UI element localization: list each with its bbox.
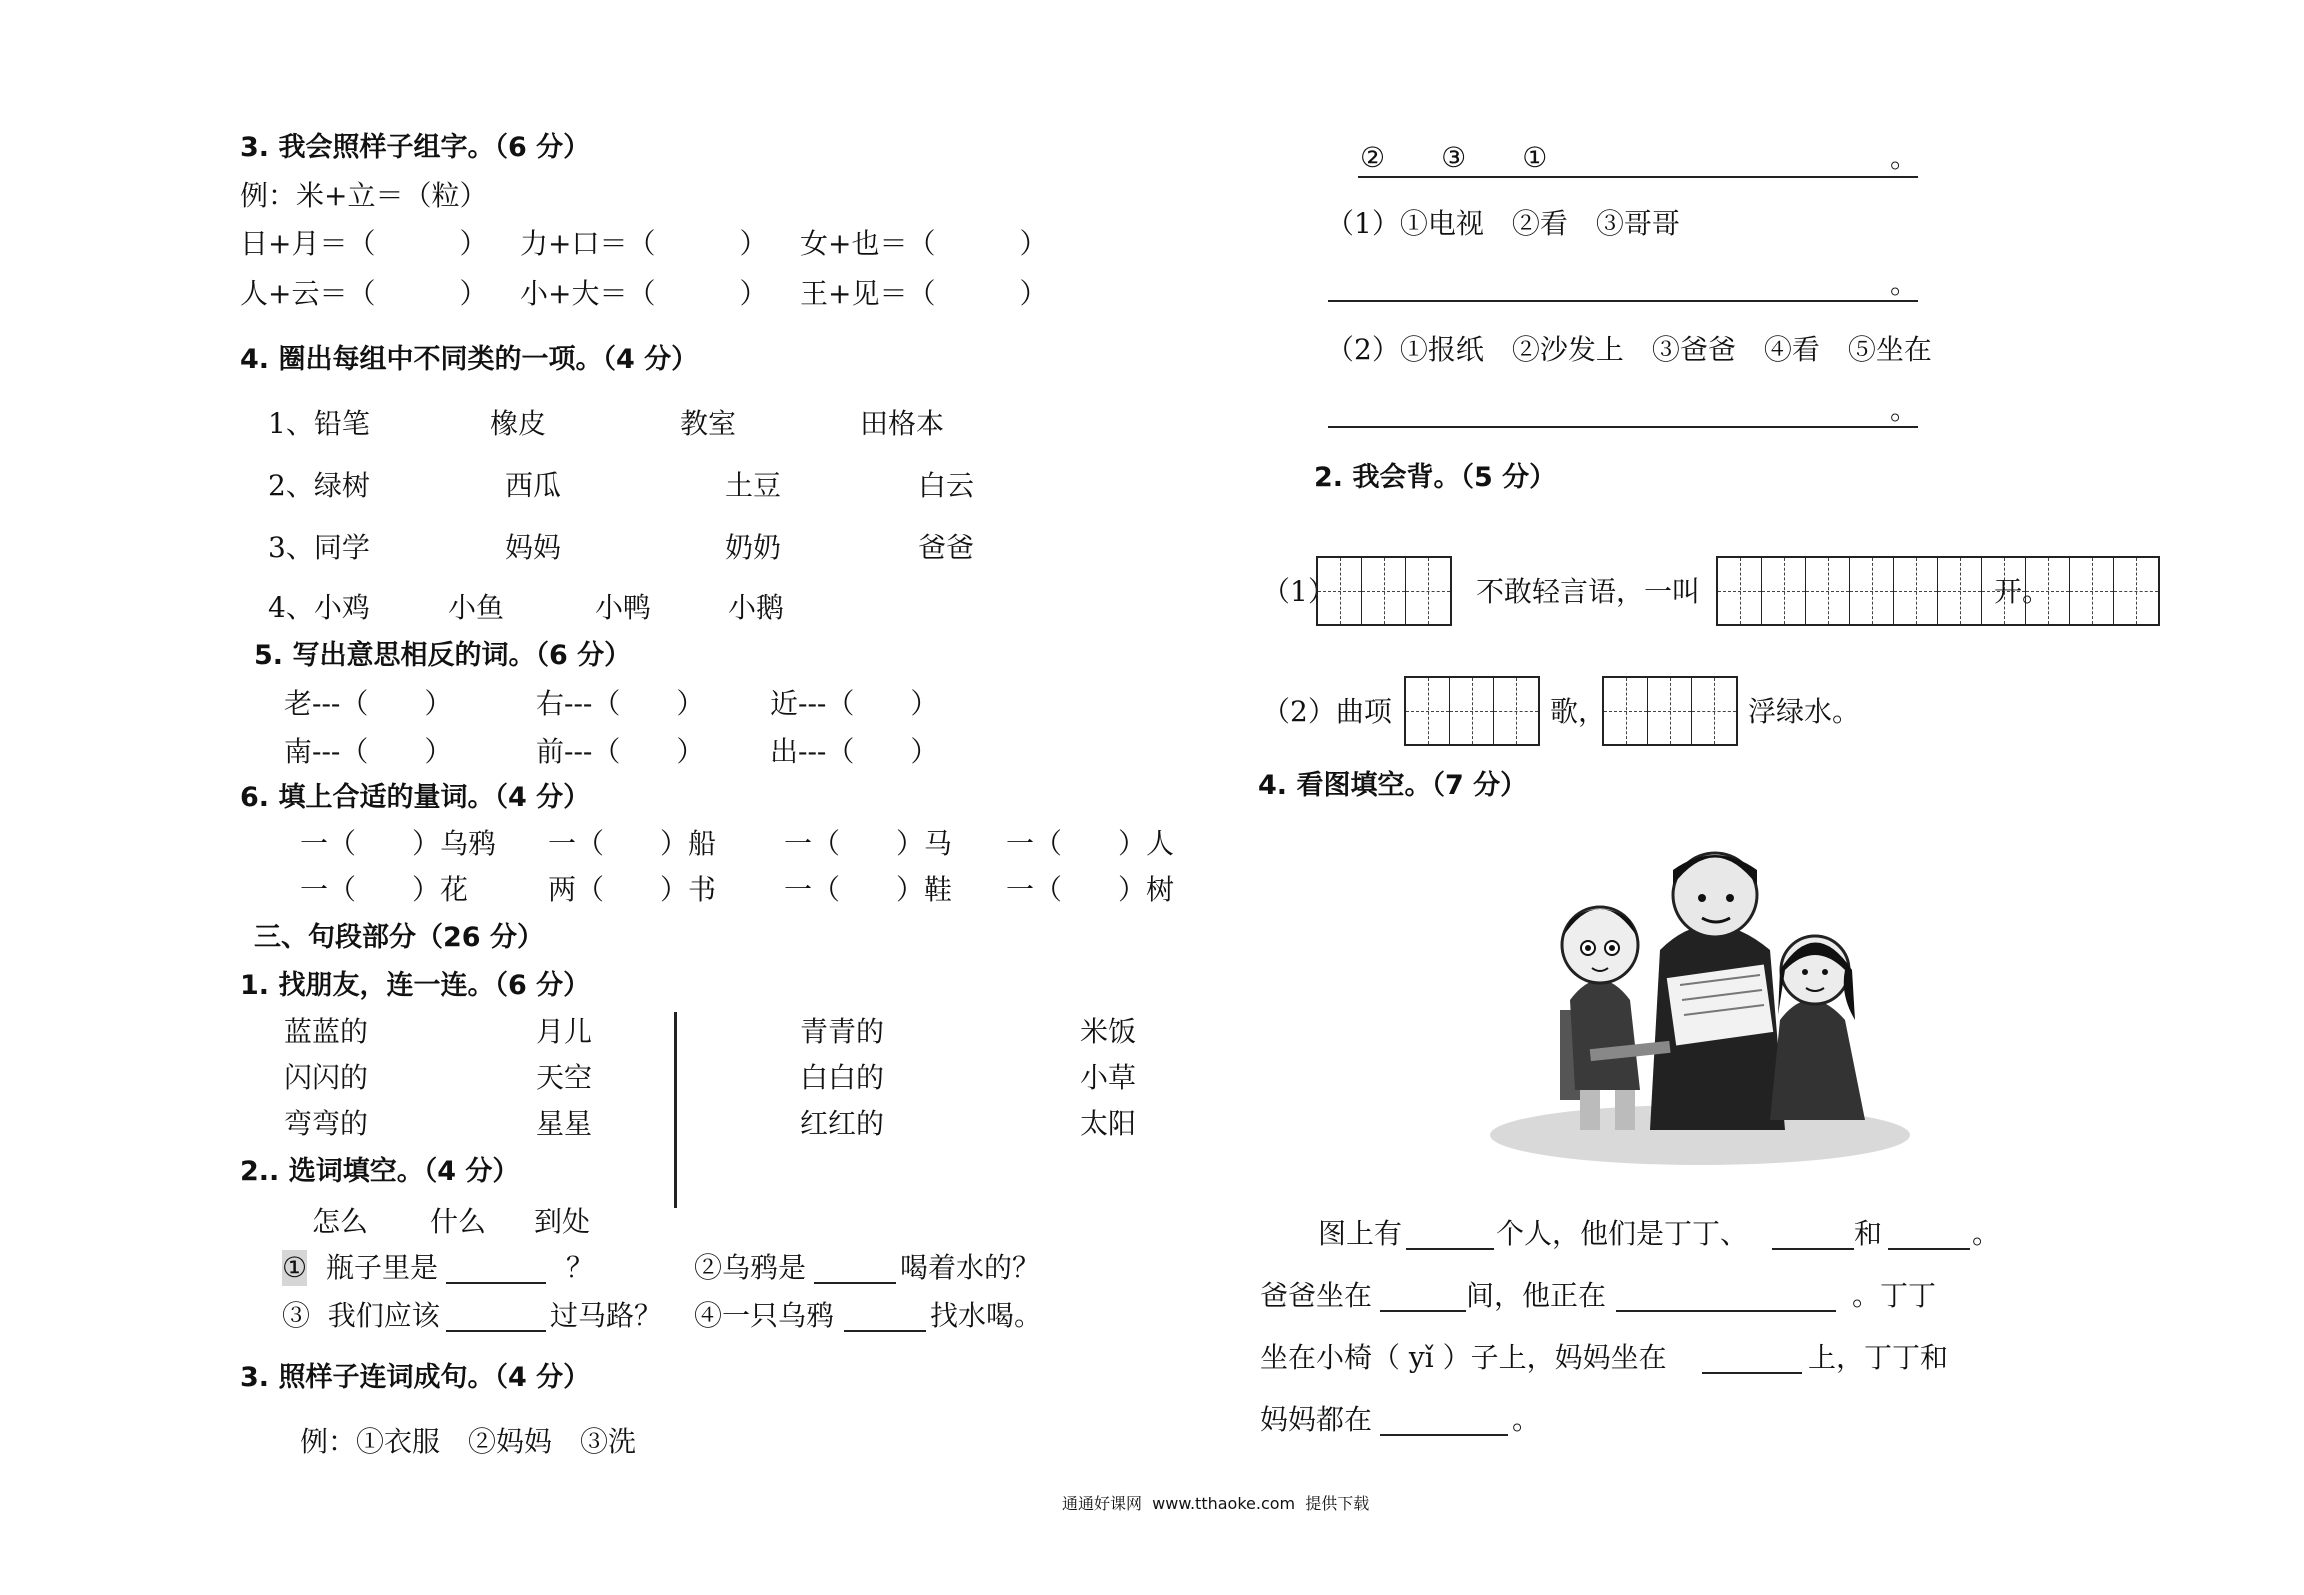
footer-credit: 通通好课网 www.tthaoke.com 提供下载 [1062,1494,1370,1513]
pic-line2-a: 爸爸坐在 [1260,1279,1373,1312]
order-item2: （2）①报纸 ②沙发上 ③爸爸 ④看 ⑤坐在 [1326,333,1932,366]
char-grid[interactable] [1316,556,1452,626]
pic-line4-a: 妈妈都在 [1260,1403,1373,1436]
blank-line[interactable] [844,1330,926,1332]
q4-word: 妈妈 [505,531,562,564]
match-right-word: 天空 [536,1061,593,1094]
s1-title: 1. 找朋友，连一连。（6 分） [240,970,591,1001]
blank-line[interactable] [1616,1310,1836,1312]
s2-word: 什么 [430,1205,487,1238]
q4-word: 1、铅笔 [268,407,370,440]
divider-line [674,1012,677,1208]
q4-word: 爸爸 [918,531,975,564]
char-grid[interactable] [1602,676,1738,746]
q3-item: 力+口＝（ ） [520,227,768,260]
q4-word: 小鹅 [728,591,785,624]
q6-title: 6. 填上合适的量词。（4 分） [240,782,591,813]
grid-cell[interactable] [1692,678,1736,744]
grid-cell[interactable] [1850,558,1894,624]
match-left-word: 弯弯的 [284,1107,369,1140]
match-right-word: 太阳 [1080,1107,1137,1140]
q4-word: 橡皮 [490,407,547,440]
q6-item: 一（ ）乌鸦 [300,827,497,860]
match-left-word: 红红的 [800,1107,885,1140]
q3-item: 王+见＝（ ） [800,277,1048,310]
q4-word: 小鱼 [448,591,505,624]
q6-item: 两（ ）书 [548,873,717,906]
order-item1: （1）①电视 ②看 ③哥哥 [1326,207,1680,240]
pic-line2-b: 间，他正在 [1466,1279,1607,1312]
blank-line[interactable] [446,1330,546,1332]
s2-item2-text: ②乌鸦是 [694,1251,807,1284]
q5-item: 前---（ ） [536,735,705,768]
pic-line1-c: 和 [1854,1217,1883,1250]
s2-word: 怎么 [312,1205,369,1238]
match-left-word: 青青的 [800,1015,885,1048]
blank-line[interactable] [1406,1248,1494,1250]
match-right-word: 小草 [1080,1061,1137,1094]
q4-word: 3、同学 [268,531,370,564]
q3-example: 例：米+立＝（粒） [240,179,488,212]
grid-cell[interactable] [1648,678,1692,744]
blank-line[interactable] [1772,1248,1854,1250]
match-right-word: 星星 [536,1107,593,1140]
pic-line4-b: 。 [1512,1403,1541,1436]
grid-cell[interactable] [1494,678,1538,744]
q4-word: 西瓜 [505,469,562,502]
q3-title: 3. 我会照样子组字。（6 分） [240,132,591,163]
q5-title: 5. 写出意思相反的词。（6 分） [254,640,632,671]
grid-cell[interactable] [1406,678,1450,744]
q6-item: 一（ ）树 [1006,873,1175,906]
pic-line1-a: 图上有 [1318,1217,1403,1250]
q3-item: 小+大＝（ ） [520,277,768,310]
match-left-word: 白白的 [800,1061,885,1094]
recite-line2-text: 歌， [1550,695,1607,728]
grid-cell[interactable] [1450,678,1494,744]
recite-title: 2. 我会背。（5 分） [1314,462,1557,493]
order-item2-end: 。 [1890,393,1919,426]
match-left-word: 蓝蓝的 [284,1015,369,1048]
s2-item2-end: 喝着水的？ [900,1251,1041,1284]
q4-word: 小鸭 [595,591,652,624]
answer-end: 。 [1890,141,1919,174]
s2-title: 2.. 选词填空。（4 分） [240,1156,520,1187]
blank-line[interactable] [1380,1434,1508,1436]
s2-word: 到处 [534,1205,591,1238]
q6-item: 一（ ）人 [1006,827,1175,860]
q5-item: 右---（ ） [536,687,705,720]
s3-title: 3. 照样子连词成句。（4 分） [240,1362,591,1393]
match-right-word: 月儿 [536,1015,593,1048]
q4-title: 4. 圈出每组中不同类的一项。（4 分） [240,344,699,375]
grid-cell[interactable] [1318,558,1362,624]
q4-word: 2、绿树 [268,469,370,502]
blank-line[interactable] [814,1282,896,1284]
grid-cell[interactable] [1762,558,1806,624]
s2-item1-text: 瓶子里是 [326,1251,439,1284]
q5-item: 近---（ ） [770,687,939,720]
grid-cell[interactable] [1806,558,1850,624]
recite-line1-end: 开。 [1994,575,2051,608]
grid-cell[interactable] [1362,558,1406,624]
answer-line[interactable] [1358,176,1918,178]
char-grid[interactable] [1716,556,2160,626]
s2-item3-end: 过马路？ [550,1299,663,1332]
answer-order: ② ③ ① [1360,141,1548,174]
s2-item4-text: ④一只乌鸦 [694,1299,835,1332]
recite-line1-label: （1） [1262,575,1336,608]
grid-cell[interactable] [1406,558,1450,624]
blank-line[interactable] [446,1282,546,1284]
order-item1-end: 。 [1890,267,1919,300]
picture-title: 4. 看图填空。（7 分） [1258,770,1528,801]
char-grid[interactable] [1404,676,1540,746]
q4-word: 田格本 [860,407,945,440]
answer-line[interactable] [1328,426,1918,428]
q4-word: 4、小鸡 [268,591,370,624]
pic-line1-b: 个人，他们是丁丁、 [1496,1217,1749,1250]
s2-item3-text: ③ 我们应该 [282,1299,440,1332]
q4-word: 土豆 [725,469,782,502]
pic-line3-a: 坐在小椅（ yǐ ）子上，妈妈坐在 [1260,1341,1667,1374]
blank-line[interactable] [1380,1310,1466,1312]
section3-title: 三、句段部分（26 分） [254,922,544,953]
match-left-word: 闪闪的 [284,1061,369,1094]
recite-line2-end: 浮绿水。 [1748,695,1861,728]
q3-item: 女+也＝（ ） [800,227,1048,260]
q6-item: 一（ ）船 [548,827,717,860]
s2-item1-number: ① [282,1251,308,1284]
grid-cell[interactable] [1938,558,1982,624]
grid-cell[interactable] [2070,558,2114,624]
q4-word: 教室 [680,407,737,440]
q5-item: 南---（ ） [284,735,453,768]
pic-line1-d: 。 [1972,1217,2001,1250]
grid-cell[interactable] [1894,558,1938,624]
q4-word: 白云 [918,469,975,502]
grid-cell[interactable] [1604,678,1648,744]
recite-line1-text: 不敢轻言语，一叫 [1476,575,1701,608]
q6-item: 一（ ）花 [300,873,469,906]
q6-item: 一（ ）马 [784,827,953,860]
q3-item: 人+云＝（ ） [240,277,488,310]
s2-item1-end: ？ [566,1251,595,1284]
family-reading-illustration [1480,820,1920,1170]
answer-line[interactable] [1328,300,1918,302]
q5-item: 老---（ ） [284,687,453,720]
s3-example: 例：①衣服 ②妈妈 ③洗 [300,1425,637,1458]
blank-line[interactable] [1702,1372,1802,1374]
recite-line2-label: （2）曲项 [1262,695,1392,728]
q3-item: 日+月＝（ ） [240,227,488,260]
q6-item: 一（ ）鞋 [784,873,953,906]
match-right-word: 米饭 [1080,1015,1137,1048]
pic-line2-c: 。丁丁 [1852,1279,1937,1312]
q5-item: 出---（ ） [770,735,939,768]
pic-line3-b: 上，丁丁和 [1808,1341,1949,1374]
s2-item4-end: 找水喝。 [930,1299,1043,1332]
blank-line[interactable] [1888,1248,1970,1250]
grid-cell[interactable] [2114,558,2158,624]
grid-cell[interactable] [1718,558,1762,624]
q4-word: 奶奶 [725,531,782,564]
